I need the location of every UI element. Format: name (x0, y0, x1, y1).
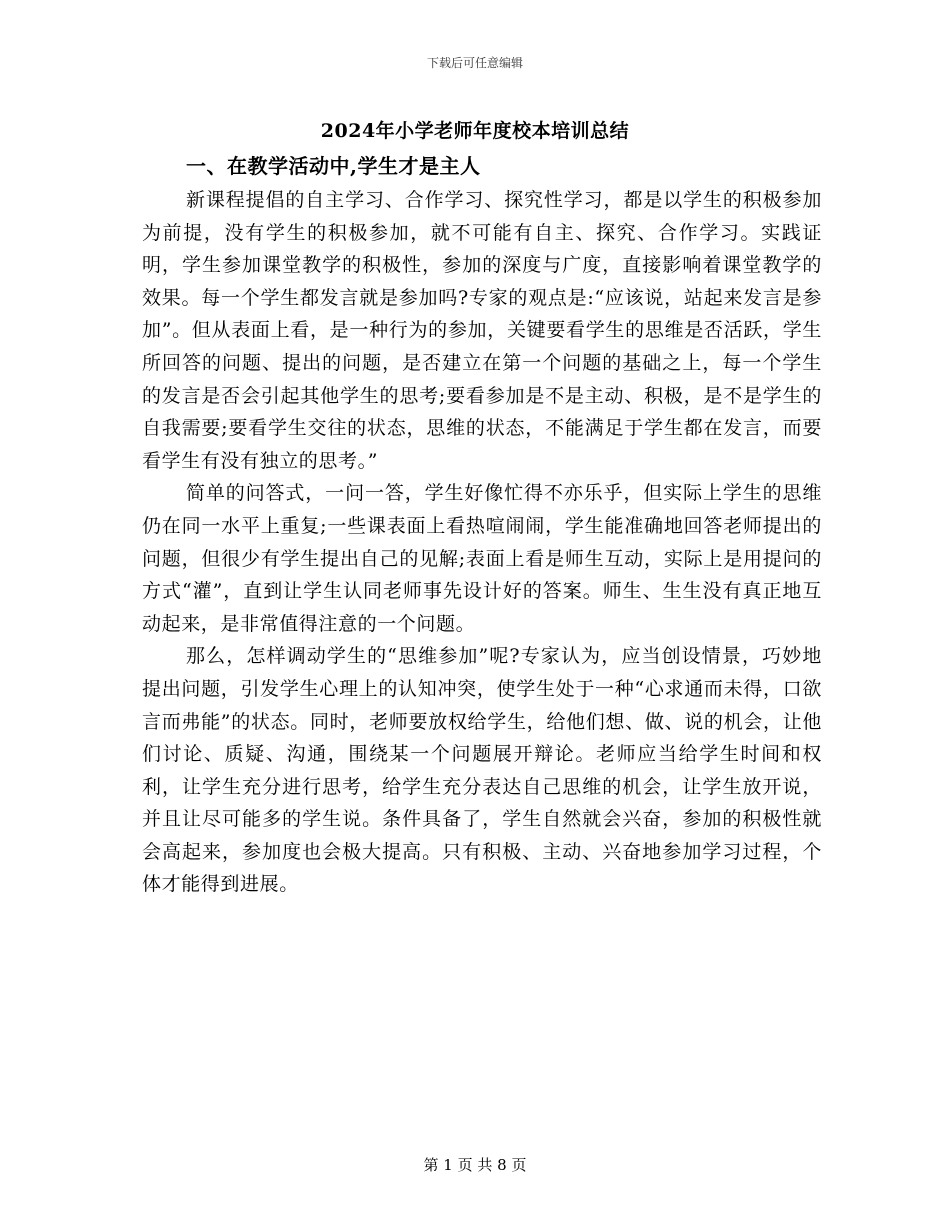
paragraph-3: 那么，怎样调动学生的“思维参加”呢?专家认为，应当创设情景，巧妙地提出问题，引发学生心理上的认知冲突，使学生处于一种“心求通而未得，口欲言而弗能”的状态。同时，老师要放权给学生，给他们想、做、说的机会，让他们讨论、质疑、沟通，围绕某一个问题展开辩论。老师应当给学生时间和权利，让学生充分进行思考，给学生充分表达自己思维的机会，让学生放开说，并且让尽可能多的学生说。条件具备了，学生自然就会兴奋，参加的积极性就会高起来，参加度也会极大提高。只有积极、主动、兴奋地参加学习过程，个体才能得到进展。 (142, 645, 822, 896)
document-body (142, 184, 822, 901)
header-note: 下载后可任意编辑 (426, 56, 523, 70)
paragraph-1: 新课程提倡的自主学习、合作学习、探究性学习，都是以学生的积极参加为前提，没有学生的积极参加，就不可能有自主、探究、合作学习。实践证明，学生参加课堂教学的积极性，参加的深度与广度，直接影响着课堂教学的效果。每一个学生都发言就是参加吗?专家的观点是:“应该说，站起来发言是参加”。但从表面上看，是一种行为的参加，关键要看学生的思维是否活跃，学生所回答的问题、提出的问题，是否建立在第一个问题的基础之上，每一个学生的发言是否会引起其他学生的思考;要看参加是不是主动、积极，是不是学生的自我需要;要看学生交往的状态，思维的状态，不能满足于学生都在发言，而要看学生有没有独立的思考。” (142, 189, 822, 472)
paragraph-2: 简单的问答式，一问一答，学生好像忙得不亦乐乎，但实际上学生的思维仍在同一水平上重复;一些课表面上看热喧闹闹，学生能准确地回答老师提出的问题，但很少有学生提出自己的见解;表面上看是师生互动，实际上是用提问的方式“灌”，直到让学生认同老师事先设计好的答案。师生、生生没有真正地互动起来，是非常值得注意的一个问题。 (142, 482, 822, 635)
page-number-footer: 第 1 页 共 8 页 (423, 1156, 527, 1174)
section-heading: 一、在教学活动中,学生才是主人 (186, 154, 481, 178)
document-title: 2024年小学老师年度校本培训总结 (320, 120, 630, 142)
